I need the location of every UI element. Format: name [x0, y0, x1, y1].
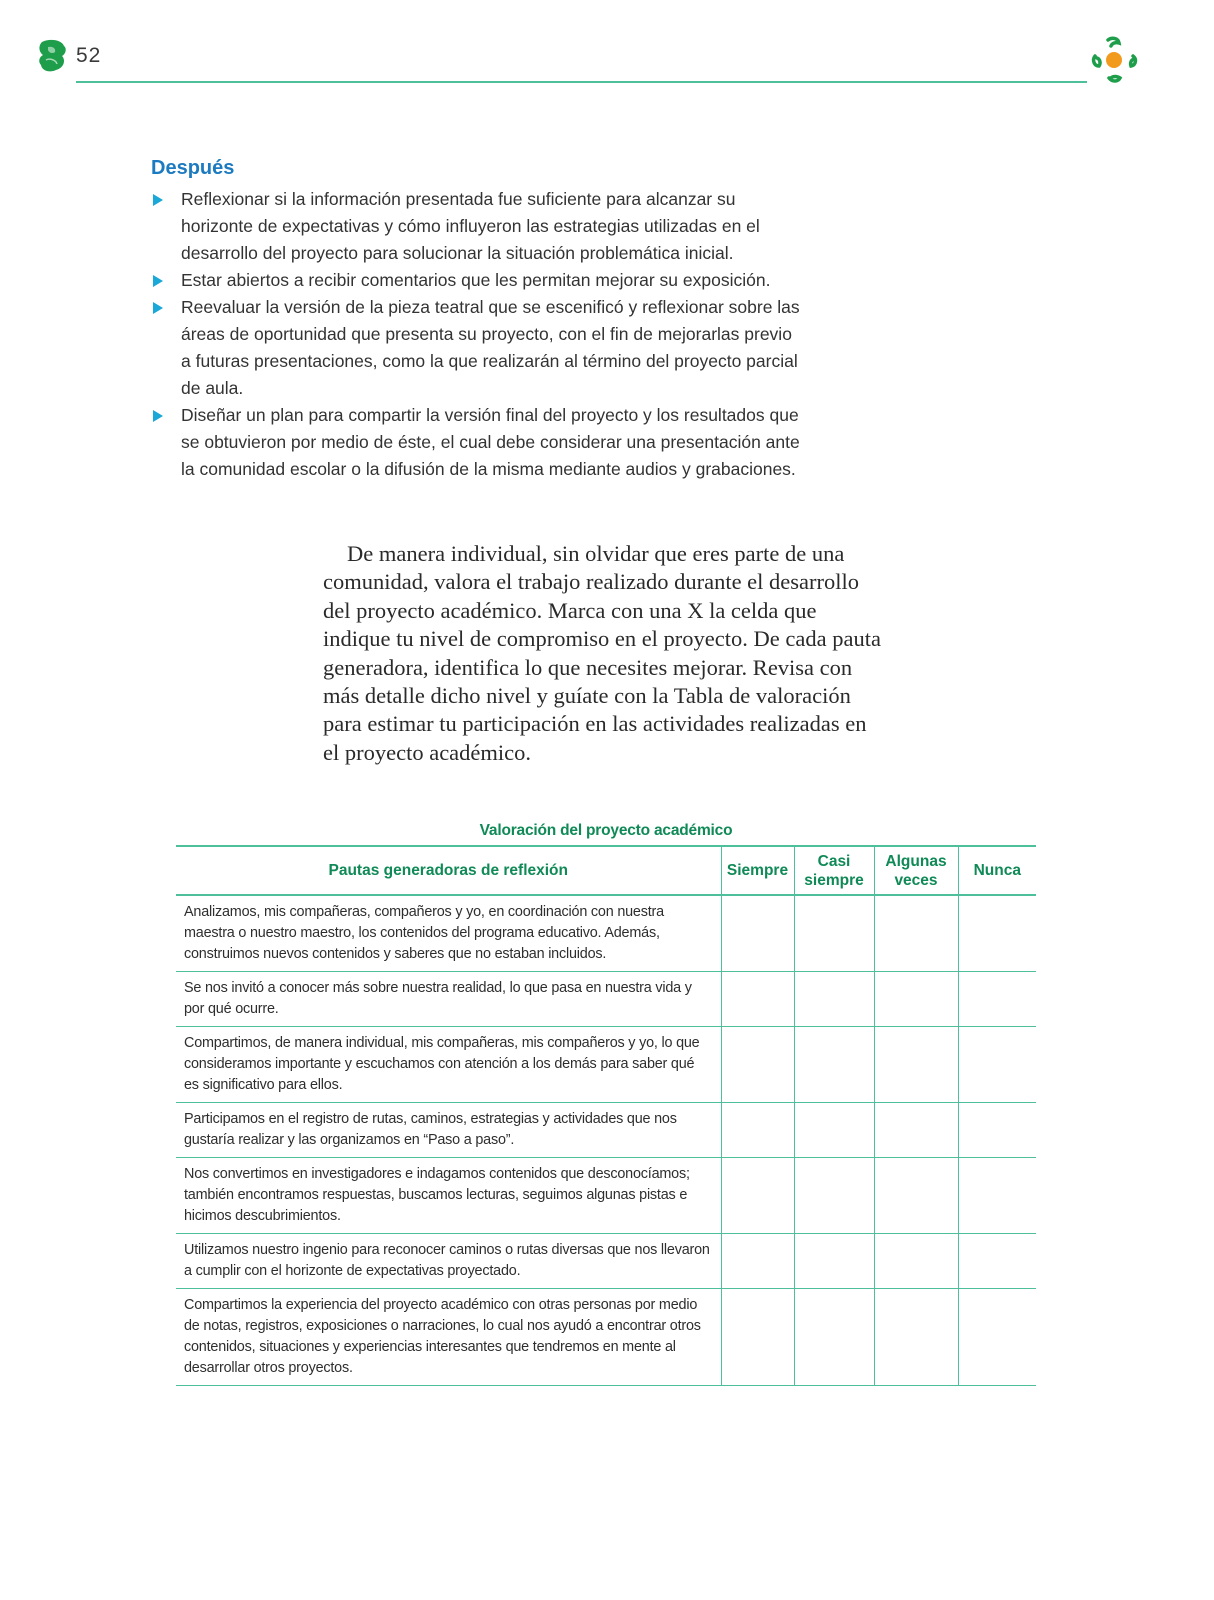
- mark-cell-nunca[interactable]: [958, 895, 1036, 972]
- mark-cell-siempre[interactable]: [721, 972, 794, 1027]
- mark-cell-nunca[interactable]: [958, 1158, 1036, 1234]
- instructions-paragraph: De manera individual, sin olvidar que eres parte de una comunidad, valora el trabajo realizado durante el desarrollo del proyecto académico. Marca con una X la celda que indique tu nivel de compromiso en el proyecto. De cada pauta generadora, identifica lo que necesites mejorar. Revisa con más detalle dicho nivel y guíate con la Tabla de valoración para estimar tu participación en las actividades realizadas en el proyecto académico.: [323, 541, 881, 765]
- triangle-bullet-icon: [153, 410, 163, 422]
- mark-cell-algunas-veces[interactable]: [874, 972, 958, 1027]
- table-row: [176, 1103, 1036, 1158]
- green-leaf-figure-icon: [36, 38, 70, 74]
- mark-cell-siempre[interactable]: [721, 1289, 794, 1386]
- mark-cell-siempre[interactable]: [721, 895, 794, 972]
- mark-cell-casi-siempre[interactable]: [794, 1158, 874, 1234]
- header-divider: [76, 81, 1087, 83]
- header-nunca: Nunca: [958, 846, 1036, 895]
- page-number: 52: [76, 44, 102, 67]
- mark-cell-casi-siempre[interactable]: [794, 1234, 874, 1289]
- table-row: [176, 895, 1036, 972]
- mark-cell-algunas-veces[interactable]: [874, 1103, 958, 1158]
- mark-cell-siempre[interactable]: [721, 1027, 794, 1103]
- table-header-row: [176, 846, 1036, 895]
- mark-cell-nunca[interactable]: [958, 1234, 1036, 1289]
- header-algunas-veces: [874, 846, 958, 895]
- mark-cell-nunca[interactable]: [958, 972, 1036, 1027]
- mark-cell-siempre[interactable]: [721, 1234, 794, 1289]
- header-algunas-veces-line1: Algunas: [885, 852, 947, 870]
- pauta-text: Se nos invitó a conocer más sobre nuestra realidad, lo que pasa en nuestra vida y por qué ocurre.: [176, 972, 721, 1027]
- section-title: Después: [151, 157, 235, 179]
- assessment-table: [176, 845, 1036, 1386]
- table-row: [176, 1234, 1036, 1289]
- mark-cell-casi-siempre[interactable]: [794, 1103, 874, 1158]
- mark-cell-casi-siempre[interactable]: [794, 1289, 874, 1386]
- list-item: [151, 186, 801, 267]
- pauta-text: Utilizamos nuestro ingenio para reconocer caminos o rutas diversas que nos llevaron a cumplir con el horizonte de expectativas proyectado.: [176, 1234, 721, 1289]
- triangle-bullet-icon: [153, 194, 163, 206]
- header-casi-siempre-line1: Casi: [817, 852, 851, 870]
- header-casi-siempre-line2: siempre: [804, 871, 864, 889]
- table-row: [176, 1289, 1036, 1386]
- list-item-text: Estar abiertos a recibir comentarios que les permitan mejorar su exposición.: [181, 270, 771, 290]
- mark-cell-casi-siempre[interactable]: [794, 895, 874, 972]
- mark-cell-algunas-veces[interactable]: [874, 895, 958, 972]
- header-siempre: Siempre: [721, 846, 794, 895]
- pauta-text: Participamos en el registro de rutas, caminos, estrategias y actividades que nos gustaría realizar y las organizamos en “Paso a paso”.: [176, 1103, 721, 1158]
- list-item-text: Reflexionar si la información presentada fue suficiente para alcanzar su horizonte de expectativas y cómo influyeron las estrategias utilizadas en el desarrollo del proyecto para solucionar la situación problemática inicial.: [181, 189, 760, 263]
- list-item-text: Diseñar un plan para compartir la versión final del proyecto y los resultados que se obtuvieron por medio de éste, el cual debe considerar una presentación ante la comunidad escolar o la difusión de la misma mediante audios y grabaciones.: [181, 405, 800, 479]
- mark-cell-nunca[interactable]: [958, 1103, 1036, 1158]
- mark-cell-nunca[interactable]: [958, 1289, 1036, 1386]
- bullet-list: [151, 186, 801, 483]
- mark-cell-casi-siempre[interactable]: [794, 972, 874, 1027]
- header-casi-siempre: [794, 846, 874, 895]
- green-orange-ornament-icon: [1088, 34, 1140, 86]
- table-caption: Valoración del proyecto académico: [479, 822, 733, 839]
- list-item: [151, 267, 801, 294]
- mark-cell-casi-siempre[interactable]: [794, 1027, 874, 1103]
- list-item: [151, 294, 801, 402]
- table-row: [176, 1158, 1036, 1234]
- pauta-text: Nos convertimos en investigadores e indagamos contenidos que desconocíamos; también encontramos respuestas, buscamos lecturas, seguimos algunas pistas e hicimos descubrimientos.: [176, 1158, 721, 1234]
- mark-cell-nunca[interactable]: [958, 1027, 1036, 1103]
- mark-cell-algunas-veces[interactable]: [874, 1027, 958, 1103]
- pauta-text: Analizamos, mis compañeras, compañeros y yo, en coordinación con nuestra maestra o nuestro maestro, los contenidos del programa educativo. Además, construimos nuevos contenidos y saberes que no estaban incluidos.: [176, 895, 721, 972]
- list-item: [151, 402, 801, 483]
- mark-cell-siempre[interactable]: [721, 1103, 794, 1158]
- list-item-text: Reevaluar la versión de la pieza teatral que se escenificó y reflexionar sobre las áreas de oportunidad que presenta su proyecto, con el fin de mejorarlas previo a futuras presentaciones, como la que realizarán al término del proyecto parcial de aula.: [181, 297, 800, 398]
- triangle-bullet-icon: [153, 275, 163, 287]
- pauta-text: Compartimos la experiencia del proyecto académico con otras personas por medio de notas, registros, exposiciones o narraciones, lo cual nos ayudó a encontrar otros contenidos, situaciones y experiencias interesantes que tendremos en mente al desarrollar otros proyectos.: [176, 1289, 721, 1386]
- header-pautas: Pautas generadoras de reflexión: [176, 846, 721, 895]
- pauta-text: Compartimos, de manera individual, mis compañeras, mis compañeros y yo, lo que consideramos importante y escuchamos con atención a los demás para saber qué es significativo para ellos.: [176, 1027, 721, 1103]
- table-row: [176, 972, 1036, 1027]
- mark-cell-algunas-veces[interactable]: [874, 1289, 958, 1386]
- mark-cell-algunas-veces[interactable]: [874, 1234, 958, 1289]
- header-algunas-veces-line2: veces: [894, 871, 938, 889]
- triangle-bullet-icon: [153, 302, 163, 314]
- table-row: [176, 1027, 1036, 1103]
- mark-cell-algunas-veces[interactable]: [874, 1158, 958, 1234]
- mark-cell-siempre[interactable]: [721, 1158, 794, 1234]
